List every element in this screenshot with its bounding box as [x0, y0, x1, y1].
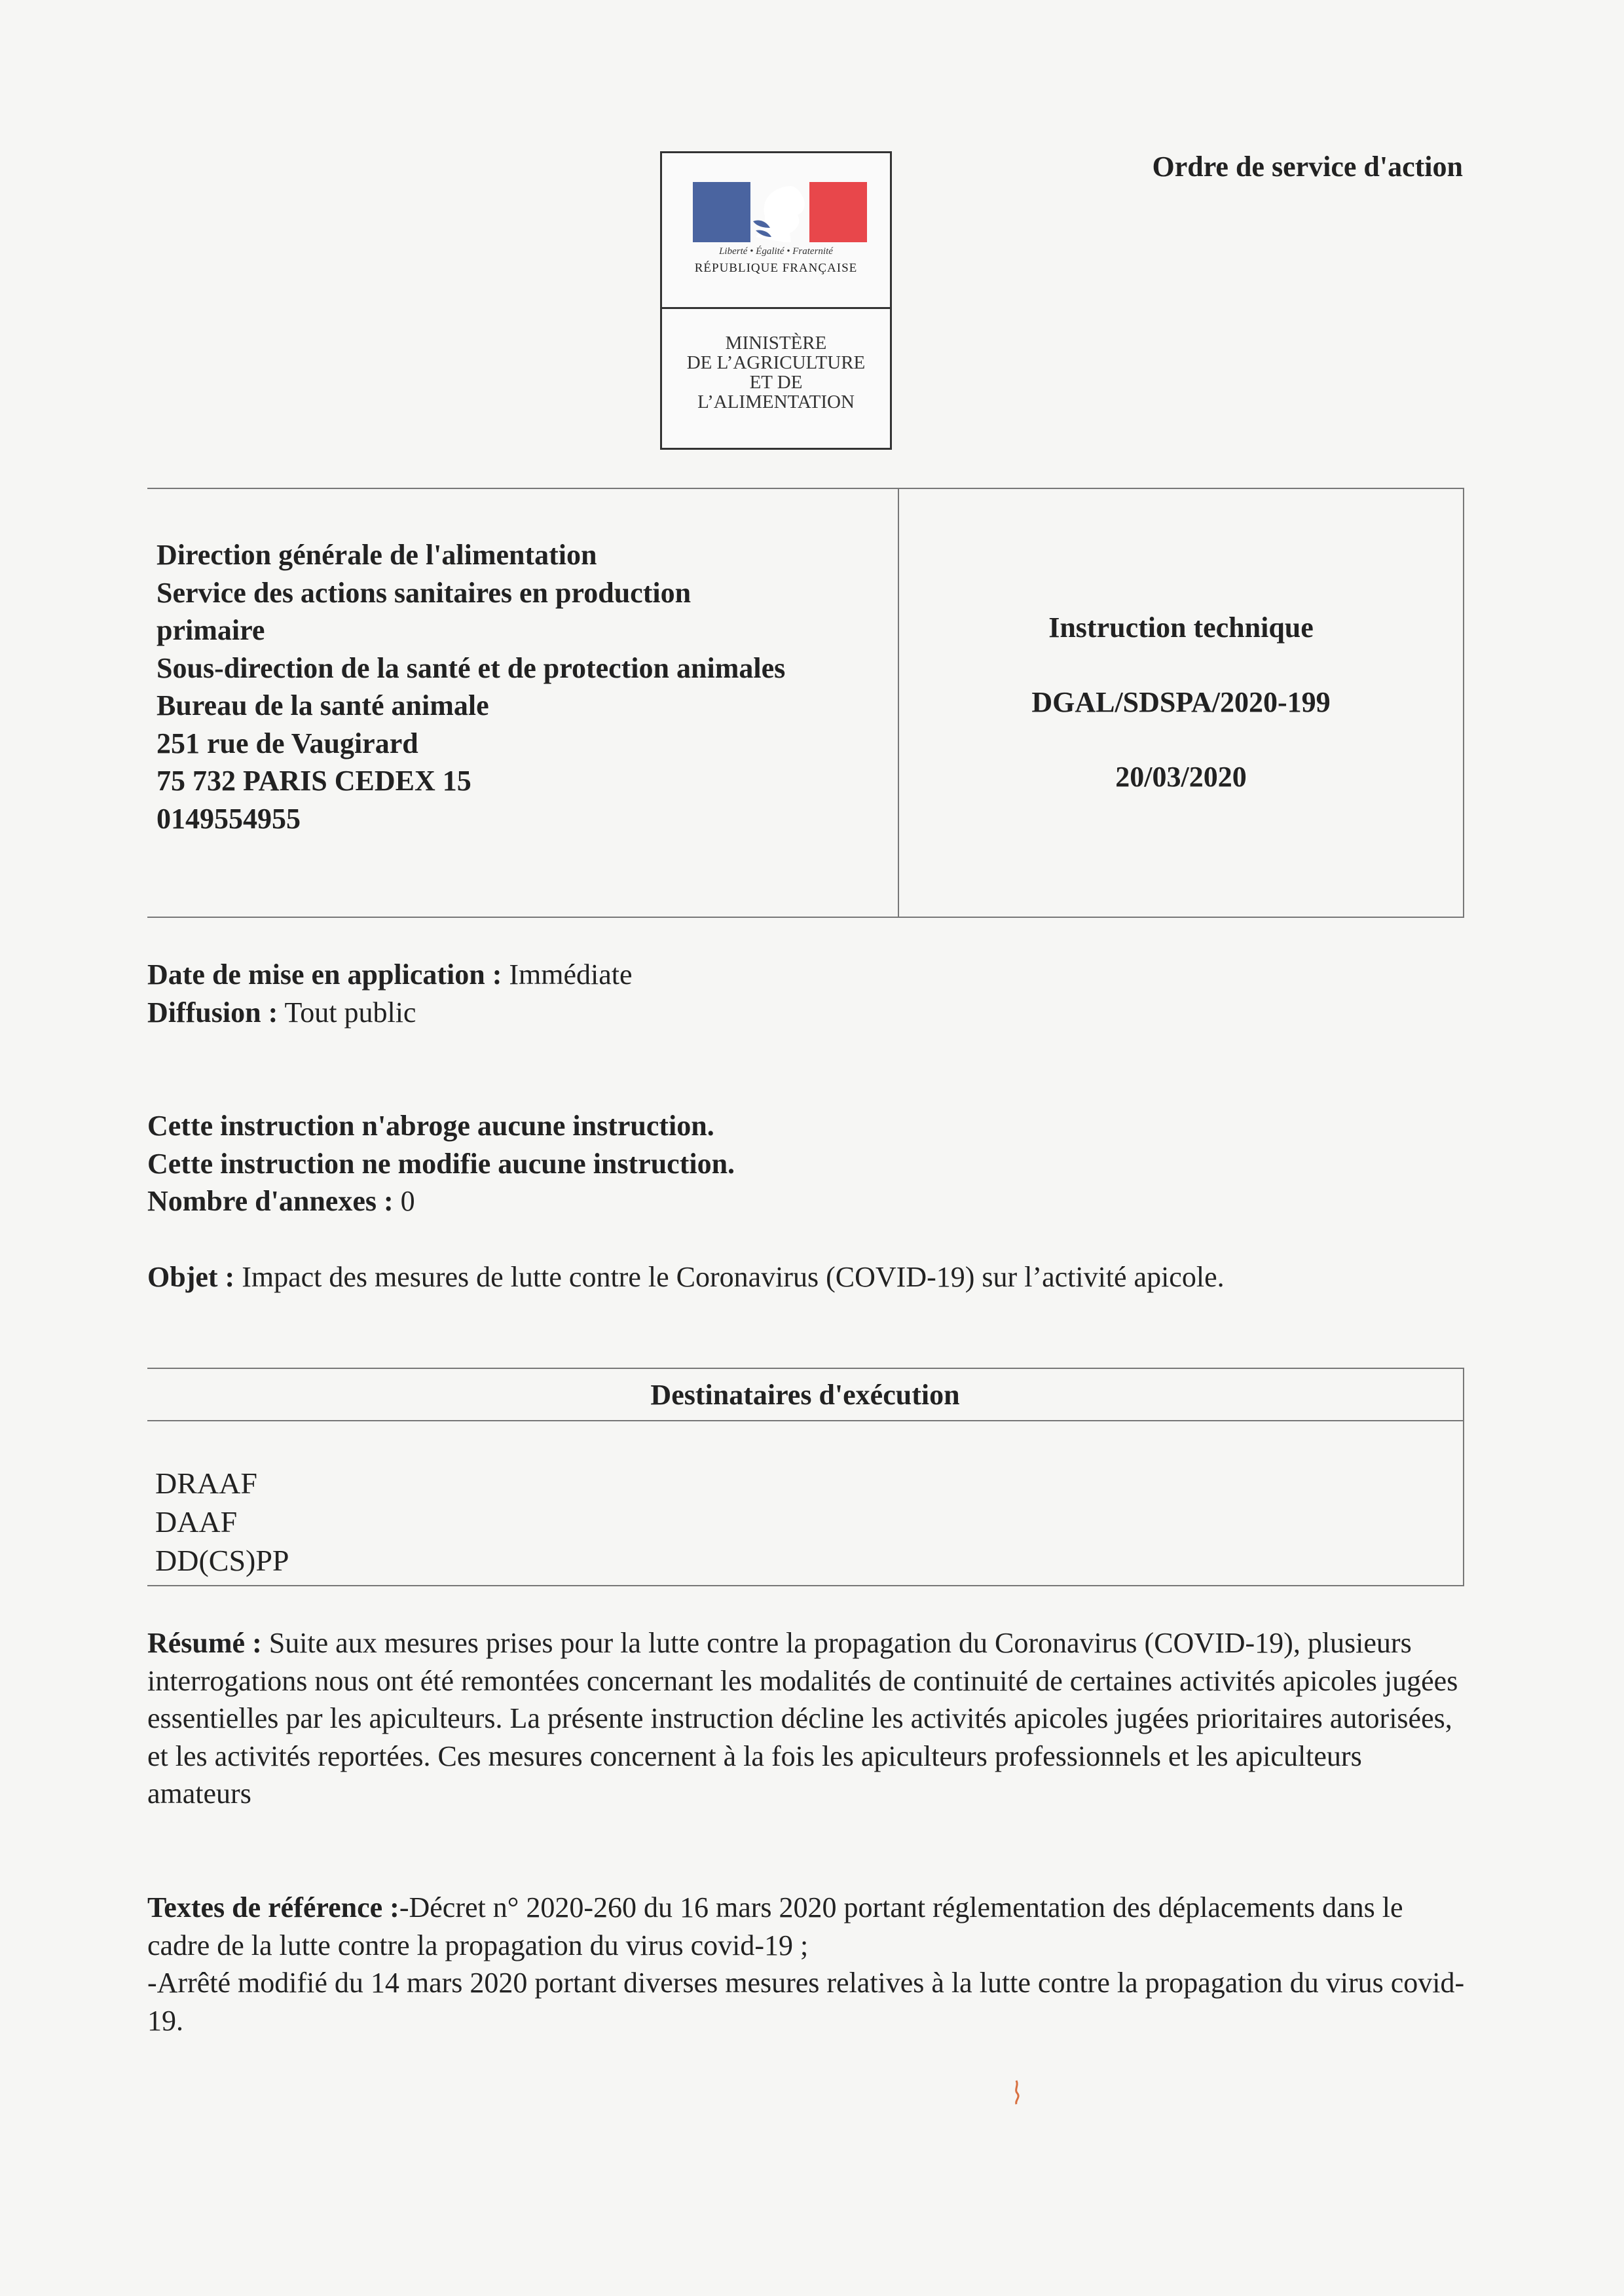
diffusion-label: Diffusion :	[147, 996, 278, 1029]
list-item: DD(CS)PP	[155, 1544, 289, 1577]
references-paragraph	[147, 1889, 1470, 2039]
address-line: 251 rue de Vaugirard	[157, 727, 418, 759]
annexes-label: Nombre d'annexes :	[147, 1185, 394, 1217]
ministry-logo	[660, 151, 892, 450]
instruction-date: 20/03/2020	[1115, 761, 1247, 793]
diffusion	[147, 994, 416, 1031]
ministry-line: L’ALIMENTATION	[697, 392, 855, 412]
references-label: Textes de référence :	[147, 1891, 399, 1923]
abroge-statement: Cette instruction n'abroge aucune instruction.	[147, 1110, 714, 1142]
address-line: Bureau de la santé animale	[157, 689, 489, 721]
address-line: Direction générale de l'alimentation	[157, 539, 597, 571]
application-date	[147, 956, 633, 993]
annexes-count	[147, 1182, 415, 1220]
annexes-value: 0	[393, 1185, 415, 1217]
list-item: DRAAF	[155, 1467, 257, 1500]
resume-paragraph	[147, 1624, 1470, 1813]
reference-text-1: -Décret n° 2020-260 du 16 mars 2020 portant réglementation des déplacements dans le cadre de la lutte contre la propagation du virus covid-19 ;	[147, 1891, 1403, 1961]
destinataires-box	[147, 1368, 1464, 1586]
marianne-flag-icon	[693, 182, 867, 242]
resume-text: Suite aux mesures prises pour la lutte contre la propagation du Coronavirus (COVID-19), plusieurs interrogations nous ont été remontées concernant les modalités de continuité de certaines activités apicoles jugées essentielles par les apiculteurs. La présente instruction décline les activités apicoles jugées prioritaires autorisées, et les activités reportées. Ces mesures concernent à la fois les apiculteurs professionnels et les apiculteurs amateurs	[147, 1627, 1458, 1810]
instruction-reference: DGAL/SDSPA/2020-199	[1031, 686, 1331, 718]
reference-text-2: -Arrêté modifié du 14 mars 2020 portant diverses mesures relatives à la lutte contre la propagation du virus covid-19.	[147, 1967, 1465, 2037]
address-line: 75 732 PARIS CEDEX 15	[157, 765, 471, 797]
resume-label: Résumé :	[147, 1627, 262, 1659]
diffusion-value: Tout public	[278, 996, 416, 1029]
address-line: Sous-direction de la santé et de protection animales	[157, 651, 786, 684]
destinataires-list	[155, 1464, 289, 1580]
republic-name: RÉPUBLIQUE FRANÇAISE	[694, 261, 858, 275]
objet-label: Objet :	[147, 1261, 235, 1293]
order-type-title: Ordre de service d'action	[1152, 151, 1463, 183]
ministry-line: MINISTÈRE	[725, 333, 827, 354]
list-item: DAAF	[155, 1505, 238, 1539]
address-line: 0149554955	[157, 802, 301, 835]
application-label: Date de mise en application :	[147, 958, 502, 991]
address-line: Service des actions sanitaires en production	[157, 576, 692, 609]
objet	[147, 1258, 1225, 1296]
ink-mark-icon	[1010, 2079, 1023, 2105]
application-value: Immédiate	[502, 958, 633, 991]
ministry-line: ET DE	[749, 372, 803, 393]
ministry-line: DE L’AGRICULTURE	[686, 352, 866, 373]
objet-value: Impact des mesures de lutte contre le Coronavirus (COVID-19) sur l’activité apicole.	[234, 1261, 1225, 1293]
sender-address	[157, 536, 890, 837]
instruction-type: Instruction technique	[1048, 611, 1314, 644]
modifie-statement: Cette instruction ne modifie aucune instruction.	[147, 1148, 735, 1180]
republic-motto: Liberté • Égalité • Fraternité	[719, 246, 833, 257]
info-table	[147, 488, 1464, 918]
address-line: primaire	[157, 614, 265, 646]
destinataires-title: Destinataires d'exécution	[147, 1369, 1463, 1421]
ministry-name	[662, 333, 890, 412]
marianne-block	[662, 153, 890, 309]
